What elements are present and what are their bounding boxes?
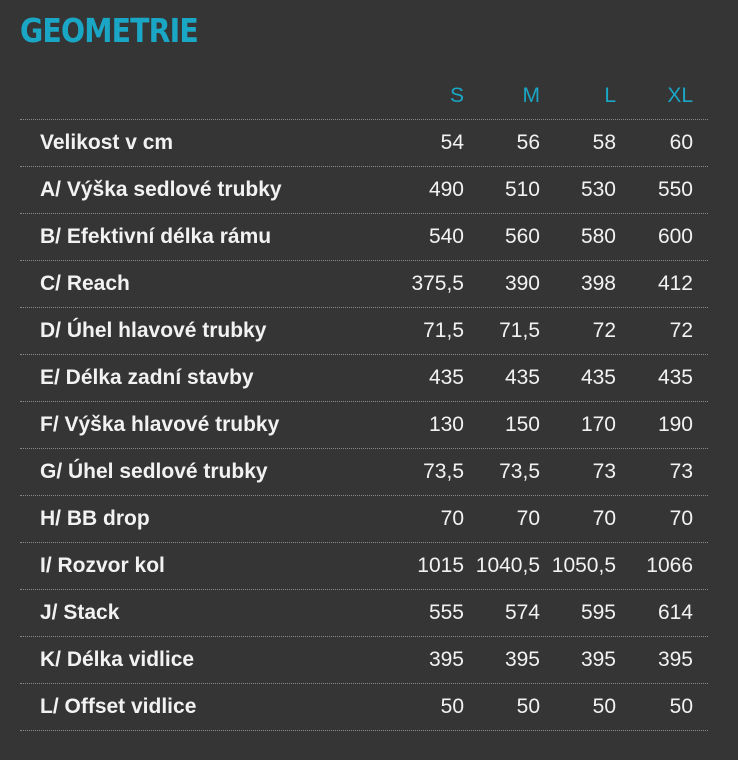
row-label: K/ Délka vidlice xyxy=(40,648,195,671)
row-label: F/ Výška hlavové trubky xyxy=(40,413,280,436)
table-row xyxy=(20,590,708,637)
size-header-xl: XL xyxy=(667,84,693,107)
value-cell-l: 50 xyxy=(592,695,616,718)
row-label: J/ Stack xyxy=(40,601,120,624)
value-cell-xl: 1066 xyxy=(646,554,693,577)
value-cell-s: 555 xyxy=(428,601,464,624)
value-cell-s: 375,5 xyxy=(411,272,464,295)
value-cell-xl: 60 xyxy=(669,131,693,154)
row-label: H/ BB drop xyxy=(40,507,150,530)
table-row xyxy=(20,637,708,684)
size-header-m: M xyxy=(522,84,540,107)
value-cell-xl: 190 xyxy=(657,413,693,436)
table-row xyxy=(20,496,708,543)
value-cell-m: 70 xyxy=(516,507,540,530)
value-cell-s: 1015 xyxy=(417,554,464,577)
value-cell-xl: 614 xyxy=(657,601,693,624)
value-cell-m: 73,5 xyxy=(499,460,540,483)
value-cell-xl: 435 xyxy=(657,366,693,389)
value-cell-l: 580 xyxy=(580,225,616,248)
value-cell-m: 150 xyxy=(504,413,540,436)
value-cell-m: 395 xyxy=(504,648,540,671)
value-cell-m: 390 xyxy=(504,272,540,295)
value-cell-m: 71,5 xyxy=(499,319,540,342)
size-header-l: L xyxy=(604,84,616,107)
value-cell-m: 435 xyxy=(504,366,540,389)
row-label: C/ Reach xyxy=(40,272,130,295)
row-label: E/ Délka zadní stavby xyxy=(40,366,254,389)
value-cell-m: 56 xyxy=(516,131,540,154)
row-label: G/ Úhel sedlové trubky xyxy=(40,460,268,483)
value-cell-xl: 70 xyxy=(669,507,693,530)
value-cell-s: 540 xyxy=(428,225,464,248)
table-row xyxy=(20,308,708,355)
table-row xyxy=(20,355,708,402)
value-cell-xl: 600 xyxy=(657,225,693,248)
value-cell-xl: 72 xyxy=(669,319,693,342)
row-label: I/ Rozvor kol xyxy=(40,554,165,577)
value-cell-s: 70 xyxy=(440,507,464,530)
value-cell-l: 1050,5 xyxy=(551,554,616,577)
geometry-table xyxy=(20,73,708,731)
value-cell-l: 435 xyxy=(580,366,616,389)
value-cell-s: 435 xyxy=(428,366,464,389)
row-label: L/ Offset vidlice xyxy=(40,695,197,718)
row-label: Velikost v cm xyxy=(40,131,174,154)
table-row xyxy=(20,449,708,496)
value-cell-s: 490 xyxy=(428,178,464,201)
table-body xyxy=(20,120,708,731)
table-row xyxy=(20,543,708,590)
value-cell-l: 70 xyxy=(592,507,616,530)
value-cell-l: 395 xyxy=(580,648,616,671)
table-row xyxy=(20,261,708,308)
table-row xyxy=(20,214,708,261)
value-cell-l: 530 xyxy=(580,178,616,201)
table-row xyxy=(20,120,708,167)
value-cell-xl: 73 xyxy=(669,460,693,483)
value-cell-s: 395 xyxy=(428,648,464,671)
value-cell-xl: 395 xyxy=(657,648,693,671)
value-cell-l: 398 xyxy=(580,272,616,295)
value-cell-xl: 550 xyxy=(657,178,693,201)
value-cell-s: 130 xyxy=(428,413,464,436)
value-cell-s: 73,5 xyxy=(423,460,464,483)
value-cell-l: 58 xyxy=(592,131,616,154)
table-row xyxy=(20,684,708,731)
value-cell-l: 595 xyxy=(580,601,616,624)
row-label: A/ Výška sedlové trubky xyxy=(40,178,282,201)
value-cell-m: 510 xyxy=(504,178,540,201)
value-cell-xl: 412 xyxy=(657,272,693,295)
row-label: B/ Efektivní délka rámu xyxy=(40,225,272,248)
page-title: GEOMETRIE xyxy=(20,11,198,50)
row-label: D/ Úhel hlavové trubky xyxy=(40,319,267,342)
value-cell-m: 560 xyxy=(504,225,540,248)
table-row xyxy=(20,402,708,449)
value-cell-s: 71,5 xyxy=(423,319,464,342)
value-cell-l: 73 xyxy=(592,460,616,483)
value-cell-m: 1040,5 xyxy=(475,554,540,577)
size-header-s: S xyxy=(449,84,464,107)
value-cell-m: 50 xyxy=(516,695,540,718)
table-header-row xyxy=(20,73,708,120)
value-cell-s: 54 xyxy=(440,131,464,154)
value-cell-l: 170 xyxy=(580,413,616,436)
value-cell-m: 574 xyxy=(504,601,540,624)
table-row xyxy=(20,167,708,214)
value-cell-l: 72 xyxy=(592,319,616,342)
value-cell-s: 50 xyxy=(440,695,464,718)
value-cell-xl: 50 xyxy=(669,695,693,718)
